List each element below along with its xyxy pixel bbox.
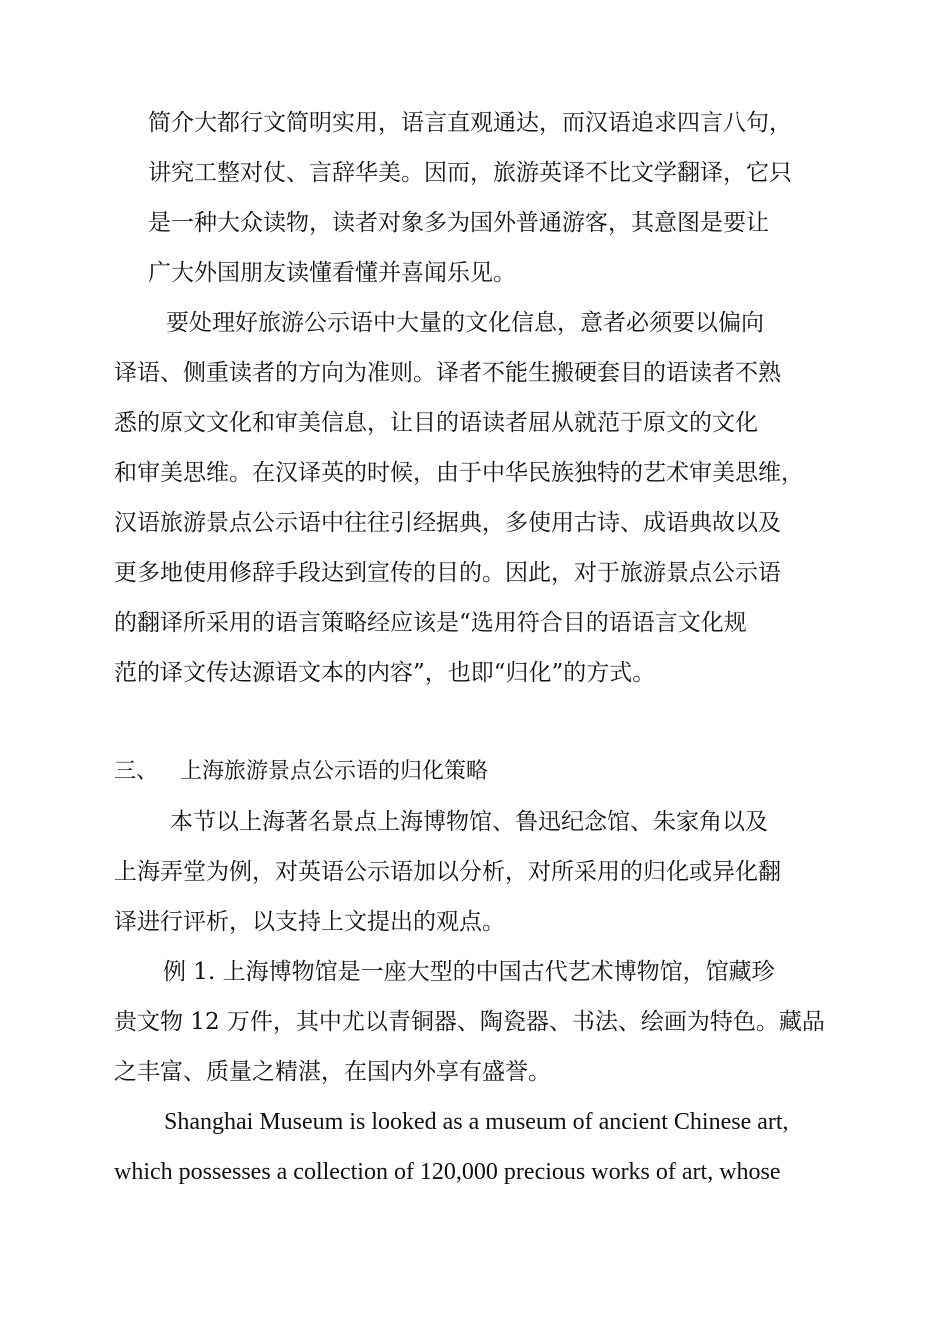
text-line: 要处理好旅游公示语中大量的文化信息，意者必须要以偏向	[166, 310, 764, 336]
section-title: 上海旅游景点公示语的归化策略	[180, 759, 489, 784]
text-line: 上海弄堂为例，对英语公示语加以分析，对所采用的归化或异化翻	[114, 859, 781, 885]
text-line: 简介大都行文简明实用，语言直观通达，而汉语追求四言八句，	[148, 110, 792, 136]
text-line: Shanghai Museum is looked as a museum of ancient Chinese art,	[164, 1109, 789, 1135]
text-line: 本节以上海著名景点上海博物馆、鲁迅纪念馆、朱家角以及	[170, 809, 768, 835]
text-line: 的翻译所采用的语言策略经应该是“选用符合目的语语言文化规	[114, 610, 747, 636]
text-line: 讲究工整对仗、言辞华美。因而，旅游英译不比文学翻译，它只	[148, 160, 792, 186]
text-line: 范的译文传达源语文本的内容”，也即“归化”的方式。	[114, 660, 656, 686]
text-line: 广大外国朋友读懂看懂并喜闻乐见。	[148, 260, 516, 286]
text-line: 悉的原文文化和审美信息，让目的语读者屈从就范于原文的文化	[114, 410, 758, 436]
text-line: 译语、侧重读者的方向为准则。译者不能生搬硬套目的语读者不熟	[114, 360, 781, 386]
text-line: 更多地使用修辞手段达到宣传的目的。因此，对于旅游景点公示语	[114, 560, 781, 586]
text-line: which possesses a collection of 120,000 precious works of art, whose	[114, 1159, 781, 1185]
text-line: 贵文物 12 万件，其中尤以青铜器、陶瓷器、书法、绘画为特色。藏品	[114, 1009, 825, 1035]
section-number: 三、	[114, 759, 159, 784]
text-line: 例 1. 上海博物馆是一座大型的中国古代艺术博物馆，馆藏珍	[163, 959, 775, 985]
section-heading	[114, 757, 488, 787]
text-line: 和审美思维。在汉译英的时候，由于中华民族独特的艺术审美思维，	[114, 460, 804, 486]
text-line: 之丰富、质量之精湛，在国内外享有盛誉。	[114, 1059, 551, 1085]
text-line: 汉语旅游景点公示语中往往引经据典，多使用古诗、成语典故以及	[114, 510, 781, 536]
text-line: 译进行评析，以支持上文提出的观点。	[114, 909, 505, 935]
text-line: 是一种大众读物，读者对象多为国外普通游客，其意图是要让	[148, 210, 769, 236]
